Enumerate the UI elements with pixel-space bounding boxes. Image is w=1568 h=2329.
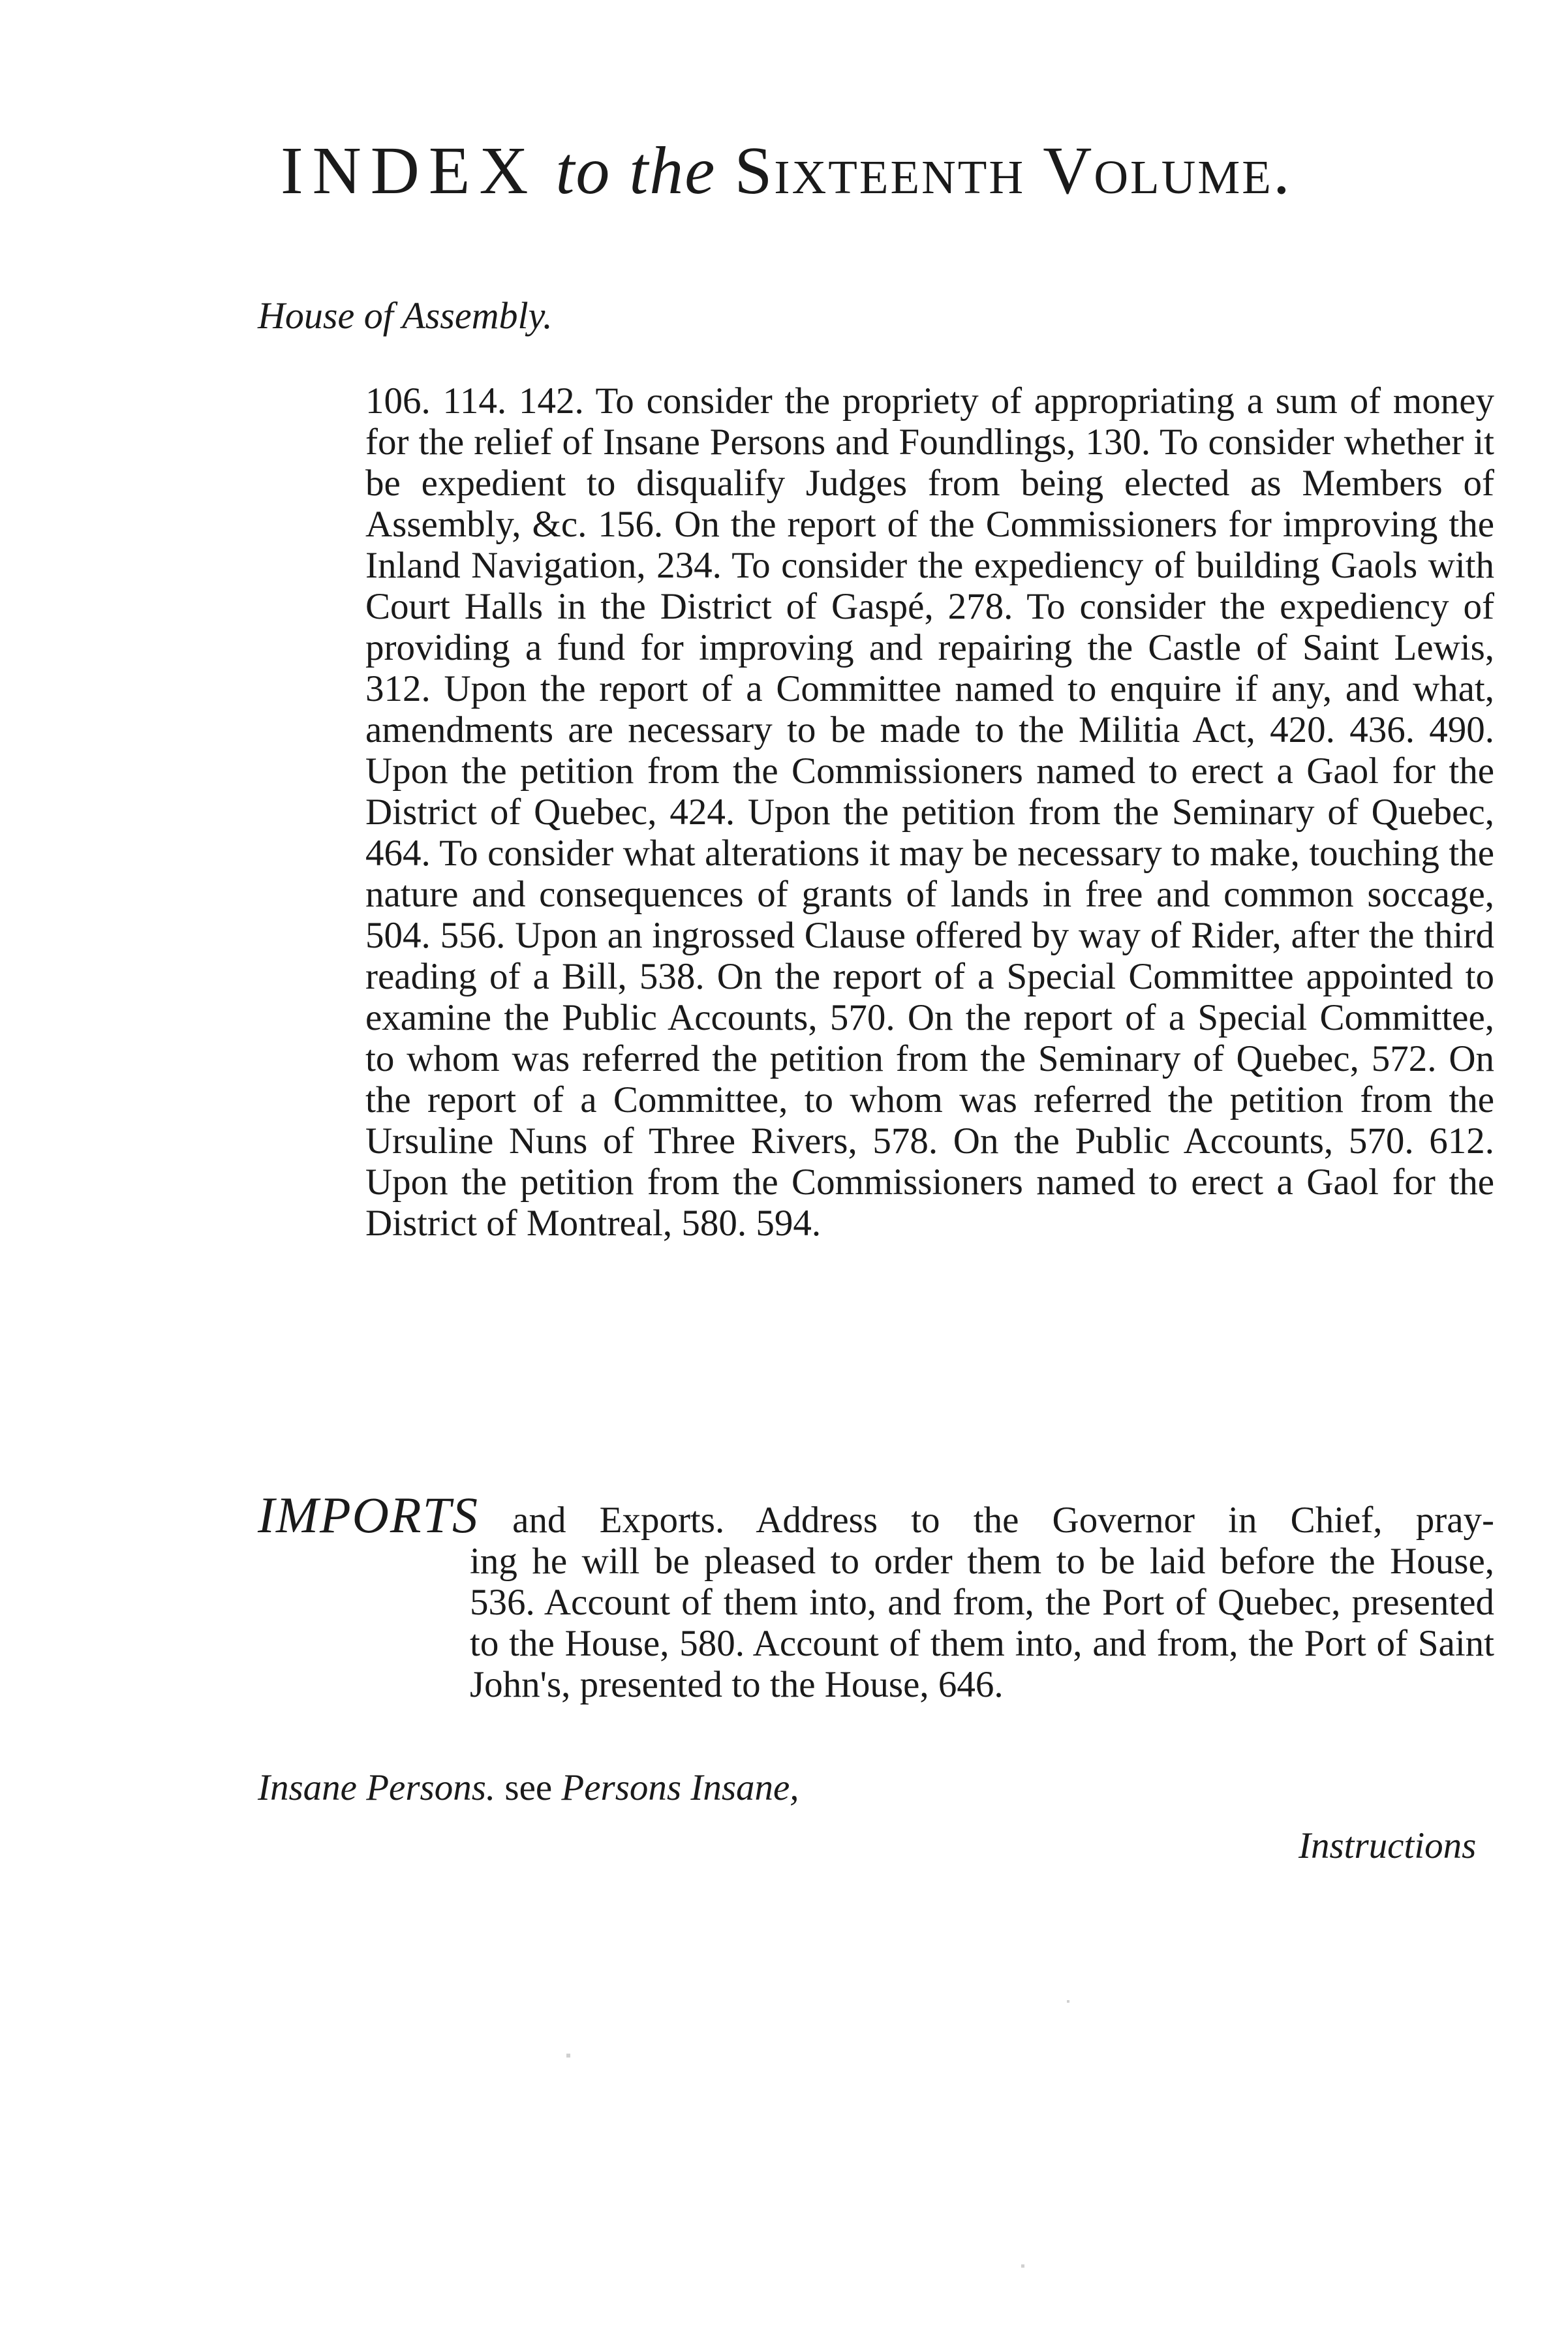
running-head-to-the: to the — [555, 133, 716, 208]
speck — [1067, 2000, 1069, 2003]
insane-entry-target: Persons Insane, — [561, 1767, 799, 1808]
running-head-index: INDEX — [281, 133, 538, 208]
imports-entry — [258, 1487, 1494, 1705]
assembly-entry-text: 106. 114. 142. To consider the propriety of appropriating a sum of money for the relief of Insane Persons and Foundlings, 130. To consider whether it be expedient to disqualify Judges from being elected as Members of Assembly, &c. 156. On the report of the Commissioners for improving the Inland Navigation, 234. To consider the expediency of building Gaols with Court Halls in the District of Gaspé, 278. To consider the expediency of providing a fund for improving and repairing the Castle of Saint Lewis, 312. Upon the report of a Committee named to enquire if any, and what, amendments are necessary to be made to the Militia Act, 420. 436. 490. Upon the petition from the Commissioners named to erect a Gaol for the District of Quebec, 424. Upon the petition from the Seminary of Quebec, 464. To consider what alterations it may be necessary to make, touching the nature and consequences of grants of lands in free and common soccage, 504. 556. Upon an ingrossed Clause offered by way of Rider, after the third reading of a Bill, 538. On the report of a Special Committee appointed to examine the Public Accounts, 570. On the report of a Special Committee, to whom was referred the petition from the Seminary of Quebec, 572. On the report of a Committee, to whom was referred the petition from the Ursuline Nuns of Three Rivers, 578. On the Public Accounts, 570. 612. Upon the petition from the Commissioners named to erect a Gaol for the District of Montreal, 580. 594. — [365, 380, 1494, 1244]
imports-entry-head: IMPORTS — [258, 1487, 479, 1543]
continued-entry-heading: House of Assembly. — [258, 294, 553, 337]
imports-entry-first-text: and Exports. Address to the Governor in Chief, pray- — [512, 1500, 1494, 1541]
imports-entry-first-line — [258, 1487, 1494, 1543]
running-head-volume: Sixteenth Volume. — [734, 133, 1292, 208]
catchword: Instructions — [1299, 1825, 1477, 1866]
insane-entry-see: see — [504, 1767, 553, 1808]
speck — [566, 2054, 570, 2058]
running-head — [281, 133, 1520, 208]
insane-entry-head: Insane Persons. — [258, 1767, 496, 1808]
speck — [1021, 2264, 1024, 2268]
imports-entry-body: ing he will be pleased to order them to be laid before the House, 536. Account of them into, and from, the Port of Quebec, presented to the House, 580. Account of them into, and from, the Port of Saint John's, presented to the House, 646. — [470, 1541, 1494, 1705]
insane-persons-entry — [258, 1767, 799, 1808]
